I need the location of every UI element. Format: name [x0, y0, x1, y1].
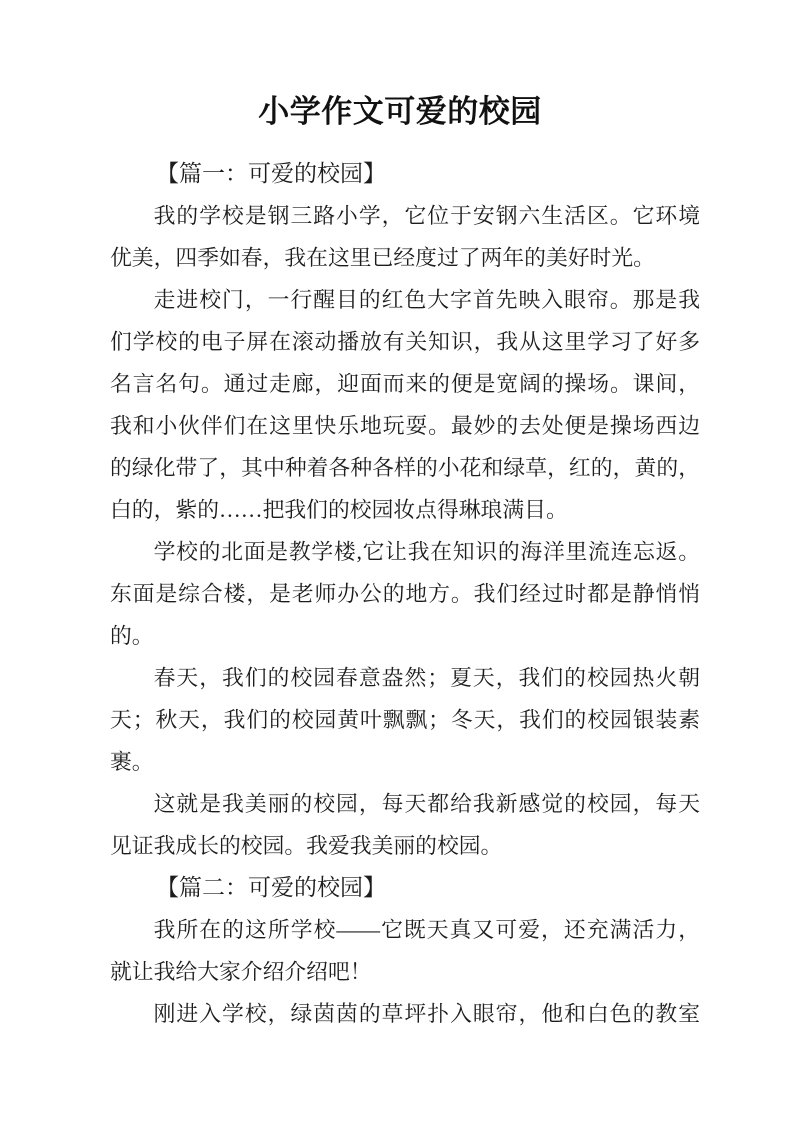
text-line: 我所在的这所学校——它既天真又可爱，还充满活力， — [153, 918, 700, 942]
text-line: 春天，我们的校园春意盎然；夏天，我们的校园热火朝 — [153, 666, 700, 690]
text-line: 名言名句。通过走廊，迎面而来的便是宽阔的操场。课间， — [110, 372, 700, 396]
text-line: 学校的北面是教学楼,它让我在知识的海洋里流连忘返。 — [153, 540, 700, 564]
text-line: 就让我给大家介绍介绍吧！ — [110, 960, 372, 984]
text-line: 的。 — [110, 624, 154, 648]
text-line: 我和小伙伴们在这里快乐地玩耍。最妙的去处便是操场西边 — [110, 414, 700, 438]
text-line: 白的，紫的……把我们的校园妆点得琳琅满目。 — [110, 498, 568, 522]
text-line: 裹。 — [110, 750, 154, 774]
text-line: 这就是我美丽的校园，每天都给我新感觉的校园，每天 — [153, 792, 700, 816]
text-line: 天；秋天，我们的校园黄叶飘飘；冬天，我们的校园银装素 — [110, 708, 700, 732]
text-line: 的绿化带了，其中种着各种各样的小花和绿草，红的，黄的， — [110, 456, 700, 480]
section-heading: 【篇二：可爱的校园】 — [156, 875, 386, 900]
text-line: 刚进入学校，绿茵茵的草坪扑入眼帘，他和白色的教室 — [153, 1002, 700, 1026]
text-line: 东面是综合楼，是老师办公的地方。我们经过时都是静悄悄 — [110, 582, 700, 606]
text-line: 我的学校是钢三路小学，它位于安钢六生活区。它环境 — [153, 204, 700, 228]
section-heading: 【篇一：可爱的校园】 — [156, 161, 386, 186]
document-body — [110, 153, 700, 1035]
text-line: 走进校门，一行醒目的红色大字首先映入眼帘。那是我 — [153, 288, 700, 312]
text-line: 们学校的电子屏在滚动播放有关知识，我从这里学习了好多 — [110, 330, 700, 354]
text-line: 优美，四季如春，我在这里已经度过了两年的美好时光。 — [110, 246, 655, 270]
document-title: 小学作文可爱的校园 — [258, 94, 542, 129]
text-line: 见证我成长的校园。我爱我美丽的校园。 — [110, 834, 503, 858]
